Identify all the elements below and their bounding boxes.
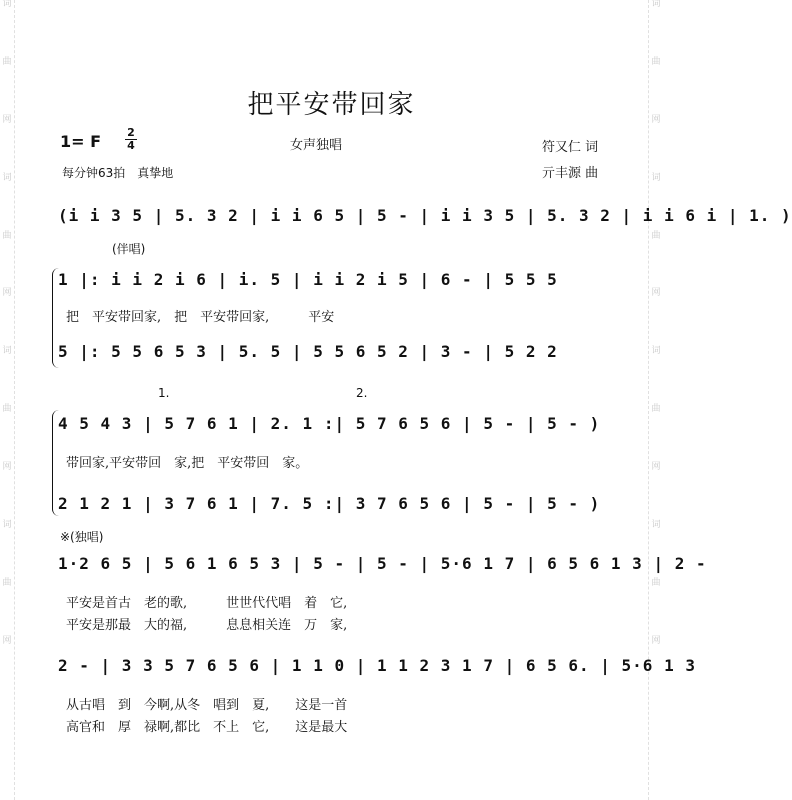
composer-credit: 亓丰源 曲 (542, 166, 599, 181)
lyric-row-c1: 平安是首古 老的歌, 世世代代唱 着 它, (66, 596, 348, 611)
lyric-row-c2: 平安是那最 大的福, 息息相关连 万 家, (66, 618, 348, 633)
voice2-row-a: 5 |: 5 5 6 5 3 | 5. 5 | 5 5 6 5 2 | 3 - | 5 2 2 (58, 342, 558, 361)
second-ending-mark: 2. (356, 386, 368, 400)
key-signature: 1= F (60, 132, 102, 151)
time-numerator: 2 (127, 126, 135, 139)
song-title: 把平安带回家 (247, 90, 416, 120)
lyric-row-d1: 从古唱 到 今啊,从冬 唱到 夏, 这是一首 (66, 698, 348, 713)
solo-mark: ※(独唱) (60, 530, 104, 544)
lyric-row-a: 把 平安带回家, 把 平安带回家, 平安 (66, 310, 335, 325)
tempo-marking: 每分钟63拍 真挚地 (62, 166, 174, 180)
voice1-row-a: 1 |: i i 2 i 6 | i. 5 | i i 2 i 5 | 6 - | 5 5 5 (58, 270, 558, 289)
intro-notes: (i i 3 5 | 5. 3 2 | i i 6 5 | 5 - | i i 3 5 | 5. 3 2 | i i 6 i | 1. ) (58, 206, 792, 225)
lyric-row-b: 带回家,平安带回 家,把 平安带回 家。 (66, 456, 309, 471)
voice-row-c: 1·2 6 5 | 5 6 1 6 5 3 | 5 - | 5 - | 5·6 1 7 | 6 5 6 1 3 | 2 - (58, 554, 707, 573)
watermark-right: 词 曲 网 词 曲 网 词 曲 网 词 曲 网 (648, 0, 663, 800)
watermark-left: 词 曲 网 词 曲 网 词 曲 网 词 曲 网 (0, 0, 15, 800)
performance-type: 女声独唱 (290, 138, 343, 153)
first-ending-mark: 1. (158, 386, 170, 400)
lyricist-credit: 符又仁 词 (542, 140, 599, 155)
time-denominator: 4 (125, 139, 137, 152)
voice-row-d: 2 - | 3 3 5 7 6 5 6 | 1 1 0 | 1 1 2 3 1 7 | 6 5 6. | 5·6 1 3 (58, 656, 696, 675)
accompany-mark: (伴唱) (112, 242, 146, 256)
lyric-row-d2: 高官和 厚 禄啊,都比 不上 它, 这是最大 (66, 720, 348, 735)
voice2-row-b: 2 1 2 1 | 3 7 6 1 | 7. 5 :| 3 7 6 5 6 | 5 - | 5 - ) (58, 494, 601, 513)
voice1-row-b: 4 5 4 3 | 5 7 6 1 | 2. 1 :| 5 7 6 5 6 | 5 - | 5 - ) (58, 414, 601, 433)
time-signature (125, 127, 137, 152)
